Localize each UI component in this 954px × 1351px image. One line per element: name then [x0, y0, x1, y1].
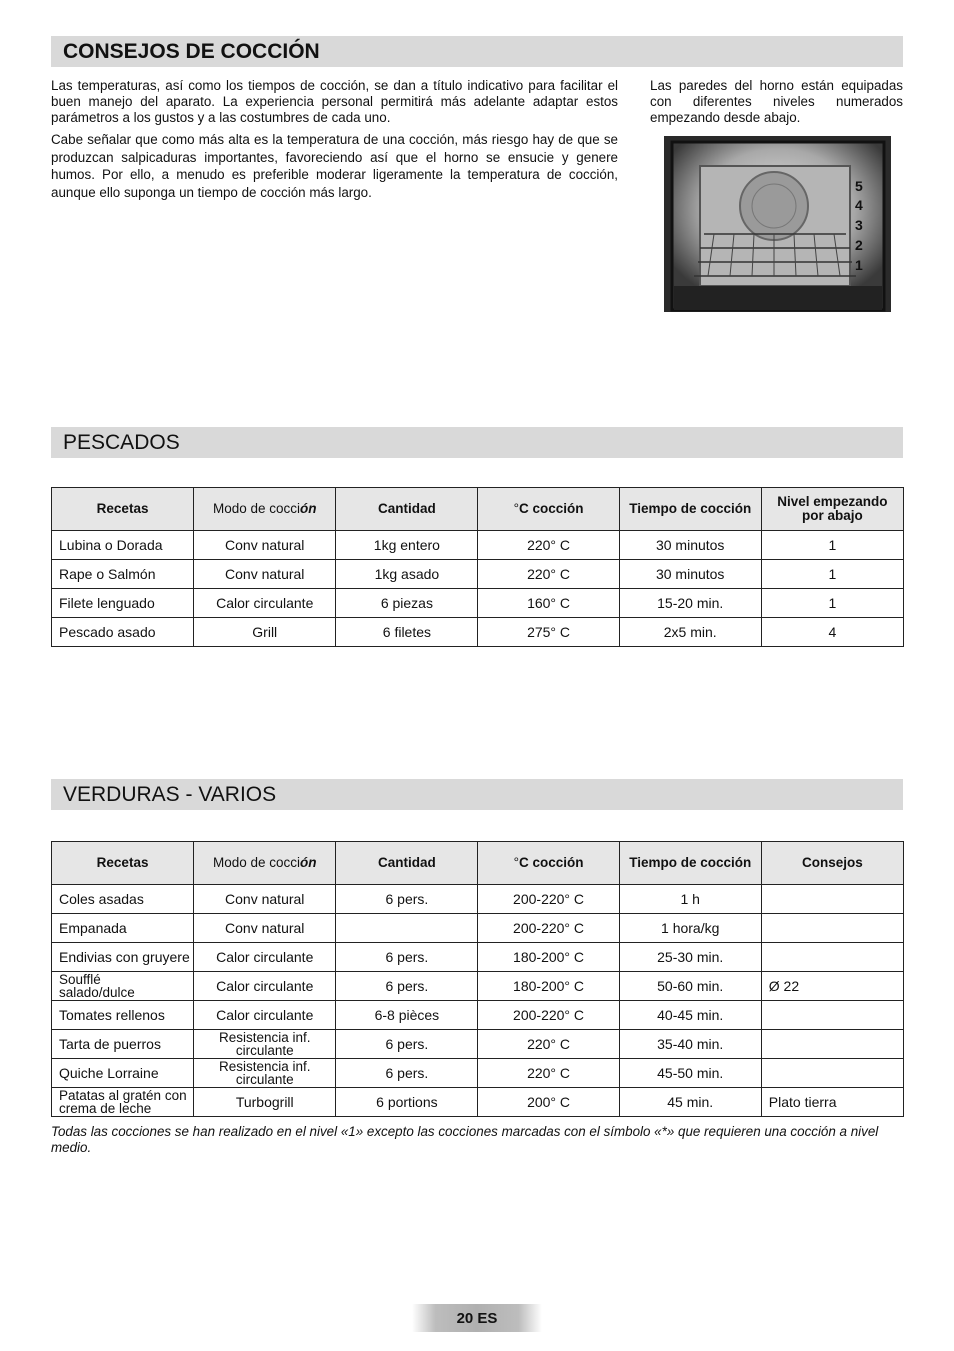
oven-level-4: 4 [855, 197, 863, 213]
cell-temperatura: 220° C [478, 1059, 619, 1088]
cell-receta: Filete lenguado [52, 589, 194, 618]
pescados-table [51, 487, 904, 647]
header-tiempo: Tiempo de cocción [619, 842, 761, 885]
cell-temperatura: 160° C [478, 589, 619, 618]
cell-modo: Conv natural [194, 914, 336, 943]
cell-receta: Pescado asado [52, 618, 194, 647]
table-row [52, 1088, 904, 1117]
cell-consejos [761, 914, 903, 943]
cell-receta: Tomates rellenos [52, 1001, 194, 1030]
cell-cantidad: 6 piezas [336, 589, 478, 618]
cell-modo: Calor circulante [194, 943, 336, 972]
cooking-footnote: Todas las cocciones se han realizado en el nivel «1» excepto las cocciones marcadas con el símbolo «*» que requieren una cocción a nivel medio. [51, 1124, 879, 1155]
table-row [52, 589, 904, 618]
cell-consejos [761, 1001, 903, 1030]
cell-modo: Calor circulante [194, 1001, 336, 1030]
cell-consejos [761, 1059, 903, 1088]
cell-cantidad: 1kg entero [336, 531, 478, 560]
cell-cantidad: 6 filetes [336, 618, 478, 647]
cell-modo: Calor circulante [194, 972, 336, 1001]
cell-tiempo: 1 h [619, 885, 761, 914]
cell-cantidad: 6 pers. [336, 1059, 478, 1088]
table-row [52, 914, 904, 943]
section-title-verduras: VERDURAS - VARIOS [51, 779, 903, 810]
header-modo: Modo de cocción [194, 842, 336, 885]
page-number: 20 ES [412, 1304, 542, 1332]
cell-nivel: 1 [761, 531, 903, 560]
oven-photo [664, 136, 891, 312]
cell-cantidad: 6 pers. [336, 972, 478, 1001]
header-consejos: Consejos [761, 842, 903, 885]
cell-modo: Resistencia inf. circulante [194, 1059, 336, 1088]
cell-tiempo: 45 min. [619, 1088, 761, 1117]
header-nivel: Nivel empezando por abajo [761, 488, 903, 531]
cell-cantidad: 1kg asado [336, 560, 478, 589]
cell-cantidad: 6-8 pièces [336, 1001, 478, 1030]
header-temperatura: °C cocción [478, 488, 619, 531]
cell-receta: Patatas al gratén con crema de leche [52, 1088, 194, 1117]
cell-cantidad: 6 portions [336, 1088, 478, 1117]
cell-cantidad [336, 914, 478, 943]
cell-cantidad: 6 pers. [336, 1030, 478, 1059]
cell-modo: Conv natural [194, 560, 336, 589]
cell-temperatura: 200-220° C [478, 885, 619, 914]
cell-temperatura: 180-200° C [478, 972, 619, 1001]
cell-tiempo: 40-45 min. [619, 1001, 761, 1030]
cell-receta: Empanada [52, 914, 194, 943]
cell-nivel: 1 [761, 589, 903, 618]
cell-tiempo: 30 minutos [619, 531, 761, 560]
cell-receta: Quiche Lorraine [52, 1059, 194, 1088]
cell-tiempo: 50-60 min. [619, 972, 761, 1001]
verduras-table [51, 841, 904, 1117]
header-temperatura: °C cocción [478, 842, 619, 885]
cell-temperatura: 180-200° C [478, 943, 619, 972]
cell-modo: Turbogrill [194, 1088, 336, 1117]
cell-consejos: Plato tierra [761, 1088, 903, 1117]
cell-consejos [761, 885, 903, 914]
cell-modo: Conv natural [194, 531, 336, 560]
cell-tiempo: 25-30 min. [619, 943, 761, 972]
cell-consejos: Ø 22 [761, 972, 903, 1001]
oven-level-3: 3 [855, 217, 863, 233]
cell-temperatura: 220° C [478, 1030, 619, 1059]
cell-nivel: 1 [761, 560, 903, 589]
oven-level-2: 2 [855, 237, 863, 253]
table-row [52, 560, 904, 589]
cell-tiempo: 35-40 min. [619, 1030, 761, 1059]
cell-nivel: 4 [761, 618, 903, 647]
cell-receta: Endivias con gruyere [52, 943, 194, 972]
table-row [52, 972, 904, 1001]
header-recetas: Recetas [52, 842, 194, 885]
cell-tiempo: 1 hora/kg [619, 914, 761, 943]
cell-receta: Tarta de puerros [52, 1030, 194, 1059]
table-row [52, 885, 904, 914]
section-title-pescados: PESCADOS [51, 427, 903, 458]
cell-tiempo: 15-20 min. [619, 589, 761, 618]
cell-modo: Grill [194, 618, 336, 647]
table-row [52, 1030, 904, 1059]
cell-receta: Rape o Salmón [52, 560, 194, 589]
cell-consejos [761, 1030, 903, 1059]
cell-consejos [761, 943, 903, 972]
intro-paragraph-1: Las temperaturas, así como los tiempos de cocción, se dan a título indicativo para facilitar el buen manejo del aparato. La experiencia personal permitirá más adelante adaptar estos parámetros a los gustos y a las costumbres de cada uno. [51, 78, 618, 125]
table-header-row [52, 842, 904, 885]
header-modo: Modo de cocción [194, 488, 336, 531]
cell-cantidad: 6 pers. [336, 943, 478, 972]
cell-temperatura: 200-220° C [478, 914, 619, 943]
cell-temperatura: 200-220° C [478, 1001, 619, 1030]
cell-tiempo: 45-50 min. [619, 1059, 761, 1088]
cell-modo: Calor circulante [194, 589, 336, 618]
cell-receta: Lubina o Dorada [52, 531, 194, 560]
cell-tiempo: 2x5 min. [619, 618, 761, 647]
table-row [52, 618, 904, 647]
table-row [52, 531, 904, 560]
cell-temperatura: 275° C [478, 618, 619, 647]
table-row [52, 943, 904, 972]
header-tiempo: Tiempo de cocción [619, 488, 761, 531]
intro-paragraph-2: Cabe señalar que como más alta es la temperatura de una cocción, más riesgo hay de que se produzcan salpicaduras importantes, favoreciendo así que el horno se ensucie y genere humos. Por ello, a menudo es preferible moderar ligeramente la temperatura de cocción, aunque ello suponga un tiempo de cocción más largo. [51, 132, 618, 200]
table-header-row [52, 488, 904, 531]
oven-level-1: 1 [855, 257, 863, 273]
oven-level-5: 5 [855, 178, 863, 194]
oven-levels-text: Las paredes del horno están equipadas con diferentes niveles numerados empezando desde abajo. [650, 78, 903, 125]
cell-temperatura: 220° C [478, 560, 619, 589]
table-row [52, 1001, 904, 1030]
cell-temperatura: 220° C [478, 531, 619, 560]
cell-modo: Resistencia inf. circulante [194, 1030, 336, 1059]
cell-receta: Soufflé salado/dulce [52, 972, 194, 1001]
section-title-consejos: CONSEJOS DE COCCIÓN [51, 36, 903, 67]
table-row [52, 1059, 904, 1088]
cell-tiempo: 30 minutos [619, 560, 761, 589]
cell-modo: Conv natural [194, 885, 336, 914]
header-cantidad: Cantidad [336, 488, 478, 531]
header-recetas: Recetas [52, 488, 194, 531]
header-cantidad: Cantidad [336, 842, 478, 885]
cell-cantidad: 6 pers. [336, 885, 478, 914]
cell-temperatura: 200° C [478, 1088, 619, 1117]
cell-receta: Coles asadas [52, 885, 194, 914]
